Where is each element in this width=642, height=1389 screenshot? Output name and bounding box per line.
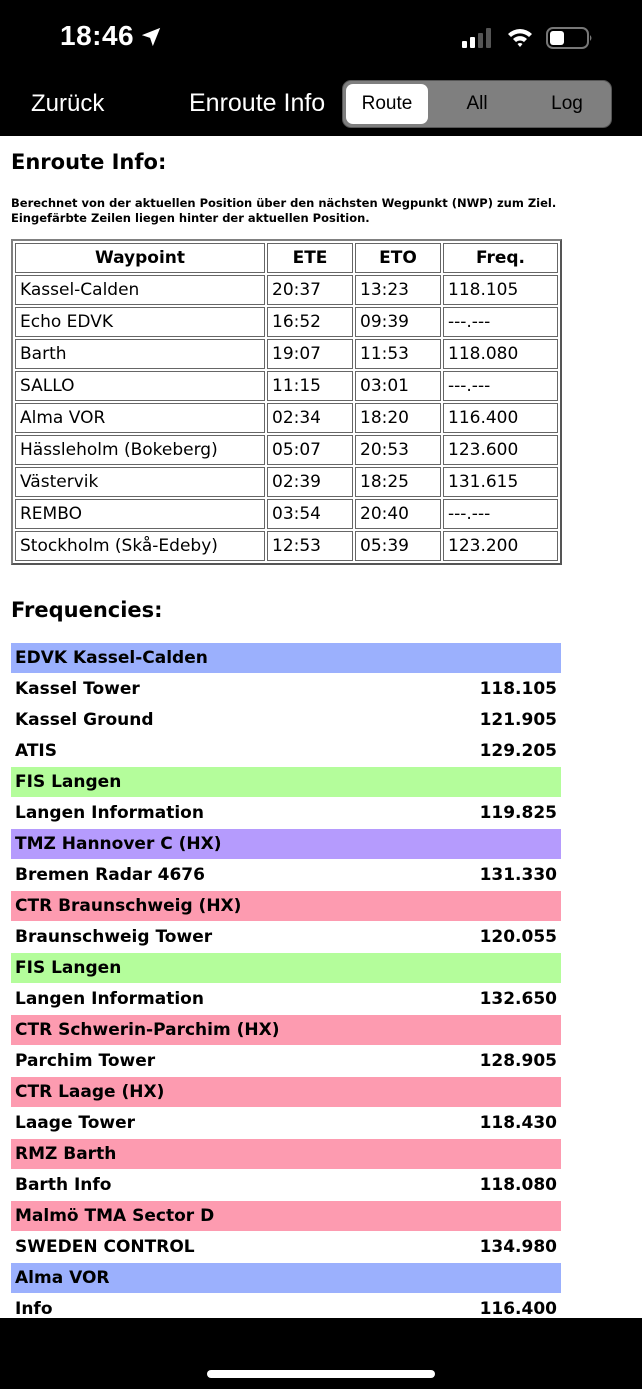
station-name: Kassel Tower: [15, 679, 140, 699]
station-name: SWEDEN CONTROL: [15, 1237, 195, 1257]
location-arrow-icon: [140, 26, 162, 48]
frequency-item: [11, 798, 561, 829]
frequency-value: 120.055: [479, 927, 557, 947]
section-label: CTR Laage (HX): [15, 1082, 165, 1102]
status-time: 18:46: [60, 20, 135, 51]
cell-eto: 09:39: [355, 307, 441, 337]
cell-waypoint: Barth: [15, 339, 265, 369]
cell-eto: 18:20: [355, 403, 441, 433]
column-header-eto: ETO: [355, 243, 441, 273]
frequency-item: [11, 674, 561, 705]
cell-eto: 20:53: [355, 435, 441, 465]
cell-ete: 12:53: [267, 531, 353, 561]
station-name: Bremen Radar 4676: [15, 865, 205, 885]
frequency-value: 129.205: [479, 741, 557, 761]
cell-eto: 20:40: [355, 499, 441, 529]
frequency-value: 132.650: [479, 989, 557, 1009]
station-name: Braunschweig Tower: [15, 927, 213, 947]
frequency-item: [11, 860, 561, 891]
frequency-item: [11, 1046, 561, 1077]
frequency-item: [11, 984, 561, 1015]
description-line-2: Eingefärbte Zeilen liegen hinter der aktuellen Position.: [11, 211, 370, 225]
frequency-section-header: [11, 1015, 561, 1046]
cell-eto: 05:39: [355, 531, 441, 561]
cell-waypoint: Hässleholm (Bokeberg): [15, 435, 265, 465]
cell-freq: ---.---: [443, 307, 558, 337]
cell-ete: 16:52: [267, 307, 353, 337]
cell-ete: 03:54: [267, 499, 353, 529]
enroute-description: [11, 196, 556, 226]
frequency-value: 134.980: [479, 1237, 557, 1257]
view-segmented-control: [342, 80, 612, 128]
cell-freq: 123.200: [443, 531, 558, 561]
section-label: RMZ Barth: [15, 1144, 117, 1164]
battery-icon: [546, 26, 594, 50]
station-name: Laage Tower: [15, 1113, 136, 1133]
cell-waypoint: Echo EDVK: [15, 307, 265, 337]
frequency-section-header: [11, 767, 561, 798]
frequency-value: 131.330: [479, 865, 557, 885]
frequency-item: [11, 922, 561, 953]
cell-ete: 02:34: [267, 403, 353, 433]
table-row: [15, 403, 558, 433]
frequency-value: 116.400: [479, 1299, 557, 1318]
table-row: [15, 307, 558, 337]
frequency-value: 128.905: [479, 1051, 557, 1071]
table-row: [15, 275, 558, 305]
cell-waypoint: Stockholm (Skå-Edeby): [15, 531, 265, 561]
column-header-waypoint: Waypoint: [15, 243, 265, 273]
station-name: Parchim Tower: [15, 1051, 156, 1071]
table-row: [15, 435, 558, 465]
cell-freq: 123.600: [443, 435, 558, 465]
frequency-item: [11, 705, 561, 736]
description-line-1: Berechnet von der aktuellen Position über den nächsten Wegpunkt (NWP) zum Ziel.: [11, 196, 557, 210]
cell-waypoint: Alma VOR: [15, 403, 265, 433]
section-label: Malmö TMA Sector D: [15, 1206, 215, 1226]
table-row: [15, 371, 558, 401]
frequency-item: [11, 736, 561, 767]
cell-freq: 118.105: [443, 275, 558, 305]
station-name: Langen Information: [15, 989, 204, 1009]
frequency-value: 119.825: [479, 803, 557, 823]
frequency-item: [11, 1294, 561, 1318]
cell-eto: 03:01: [355, 371, 441, 401]
table-row: [15, 531, 558, 561]
section-label: FIS Langen: [15, 958, 122, 978]
frequency-section-header: [11, 643, 561, 674]
segment-all[interactable]: All: [466, 93, 488, 114]
section-label: CTR Schwerin-Parchim (HX): [15, 1020, 280, 1040]
frequency-item: [11, 1232, 561, 1263]
segment-route[interactable]: Route: [346, 84, 428, 124]
frequency-section-header: [11, 953, 561, 984]
back-button[interactable]: Zurück: [31, 90, 105, 117]
frequency-value: 118.105: [479, 679, 557, 699]
table-row: [15, 499, 558, 529]
cell-eto: 18:25: [355, 467, 441, 497]
section-label: FIS Langen: [15, 772, 122, 792]
cell-ete: 20:37: [267, 275, 353, 305]
table-row: [15, 339, 558, 369]
cell-waypoint: REMBO: [15, 499, 265, 529]
cell-ete: 05:07: [267, 435, 353, 465]
segment-log[interactable]: Log: [551, 93, 583, 114]
cell-waypoint: Kassel-Calden: [15, 275, 265, 305]
cell-ete: 11:15: [267, 371, 353, 401]
enroute-heading: Enroute Info:: [11, 150, 167, 174]
cell-ete: 02:39: [267, 467, 353, 497]
section-label: TMZ Hannover C (HX): [15, 834, 222, 854]
station-name: Langen Information: [15, 803, 204, 823]
cell-waypoint: Västervik: [15, 467, 265, 497]
cell-freq: 131.615: [443, 467, 558, 497]
cell-eto: 11:53: [355, 339, 441, 369]
cell-freq: 118.080: [443, 339, 558, 369]
frequencies-heading: Frequencies:: [11, 598, 163, 622]
waypoint-table: [11, 239, 562, 565]
cell-freq: 116.400: [443, 403, 558, 433]
frequency-item: [11, 1108, 561, 1139]
frequency-list: [11, 643, 561, 1318]
frequency-value: 118.080: [479, 1175, 557, 1195]
frequency-value: 118.430: [479, 1113, 557, 1133]
cellular-signal-icon: [462, 28, 496, 48]
section-label: CTR Braunschweig (HX): [15, 896, 242, 916]
frequency-section-header: [11, 1201, 561, 1232]
frequency-section-header: [11, 1077, 561, 1108]
table-row: [15, 467, 558, 497]
station-name: ATIS: [15, 741, 58, 761]
station-name: Barth Info: [15, 1175, 112, 1195]
table-header-row: [15, 243, 558, 273]
navigation-bar: [0, 76, 642, 136]
cell-ete: 19:07: [267, 339, 353, 369]
bottom-safe-area: [0, 1318, 642, 1389]
column-header-freq: Freq.: [443, 243, 558, 273]
cell-freq: ---.---: [443, 371, 558, 401]
content-webview[interactable]: [0, 136, 642, 1318]
frequency-section-header: [11, 891, 561, 922]
column-header-ete: ETE: [267, 243, 353, 273]
cell-freq: ---.---: [443, 499, 558, 529]
home-indicator[interactable]: [207, 1370, 435, 1378]
station-name: Kassel Ground: [15, 710, 154, 730]
section-label: Alma VOR: [15, 1268, 110, 1288]
frequency-value: 121.905: [479, 710, 557, 730]
frequency-section-header: [11, 829, 561, 860]
status-bar: [0, 0, 642, 76]
frequency-section-header: [11, 1139, 561, 1170]
section-label: EDVK Kassel-Calden: [15, 648, 208, 668]
station-name: Info: [15, 1299, 53, 1318]
cell-waypoint: SALLO: [15, 371, 265, 401]
cell-eto: 13:23: [355, 275, 441, 305]
page-title: Enroute Info: [189, 89, 326, 117]
wifi-icon: [506, 26, 534, 48]
frequency-section-header: [11, 1263, 561, 1294]
frequency-item: [11, 1170, 561, 1201]
